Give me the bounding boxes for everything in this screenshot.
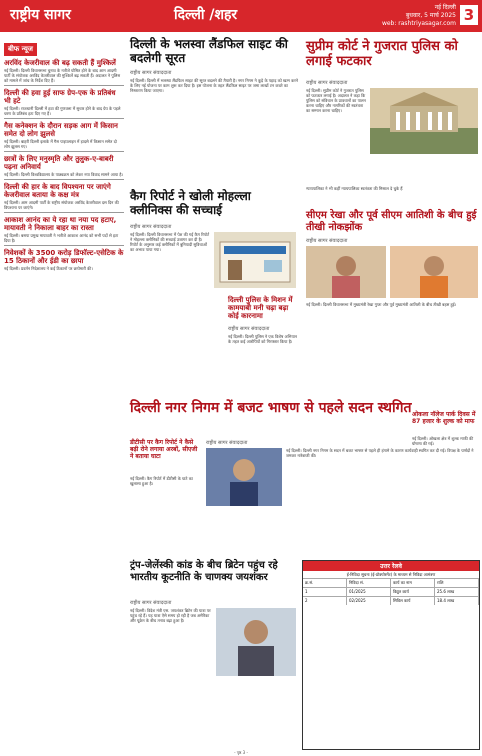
ad-cell: विद्युत कार्य bbox=[391, 588, 435, 596]
landfill-headline: दिल्ली के भलस्वा लैंडफिल साइट की बदलेगी सूरत bbox=[130, 37, 288, 65]
date: बुधवार, 5 मार्च 2025 bbox=[405, 12, 456, 19]
brief-headline: छात्रों के लिए मनुस्मृति और तुलुक-ए-बाबरी पढ़ना अनिवार्य bbox=[4, 155, 114, 171]
brief-item bbox=[4, 122, 124, 149]
tender-advertisement bbox=[302, 560, 480, 750]
paper-name: राष्ट्रीय सागर bbox=[10, 7, 71, 23]
atishi-byline: राष्ट्रीय सागर संवाददाता bbox=[306, 238, 348, 244]
supreme-court-photo bbox=[370, 88, 478, 154]
divider bbox=[4, 151, 124, 152]
police-body: नई दिल्ली। दिल्ली पुलिस ने एक विशेष अभियान के तहत कई आरोपियों को गिरफ्तार किया है। bbox=[228, 334, 298, 344]
clinic-photo bbox=[214, 232, 296, 288]
rekha-photo bbox=[390, 246, 478, 298]
police-byline: राष्ट्रीय सागर संवाददाता bbox=[228, 326, 270, 332]
mcd-photo bbox=[206, 448, 282, 506]
brief-item bbox=[4, 89, 124, 116]
ad-cell: 25.6 लाख bbox=[435, 588, 479, 596]
brief-headline: आकाश आनंद का ये रहा था नया पद हटाए, मायावती ने निकाला बाहर का रास्ता bbox=[4, 216, 117, 232]
page-footer: - पृष्ठ 3 - bbox=[234, 750, 248, 755]
sc-headline: सुप्रीम कोर्ट ने गुजरात पुलिस को लगाई फटकार bbox=[306, 39, 458, 69]
okhla-body: नई दिल्ली। ओखला क्षेत्र में शुल्क माफी की घोषणा की गई। bbox=[412, 436, 474, 446]
trump-body: नई दिल्ली। विदेश मंत्री एस. जयशंकर ब्रिटेन की यात्रा पर पहुंच रहे हैं। यह यात्रा ऐसे समय हो रही है जब अमेरिका और यूक्रेन के बीच तनाव बढ़ा हुआ है। bbox=[130, 608, 211, 623]
ad-row bbox=[303, 596, 479, 605]
brief-body: नई दिल्ली। दिल्ली विधानसभा चुनाव के नतीजे घोषित होने के बाद आम आदमी पार्टी के संयोजक अरविंद केजरीवाल की मुश्किलें बढ़ सकती हैं। अदालत ने पुलिस को मामले में जांच के निर्देश दिए हैं। bbox=[4, 68, 121, 83]
brief-headline: दिल्ली की हवा हुई साफ ग्रेप-एक के प्रतिबंध भी हटे bbox=[4, 89, 116, 105]
portrait-illustration bbox=[306, 246, 386, 298]
trump-byline: राष्ट्रीय सागर संवाददाता bbox=[130, 600, 172, 606]
ad-row bbox=[303, 587, 479, 596]
trump-headline: ट्रंप-जेलेंस्की कांड के बीच ब्रिटेन पहुंच रहे भारतीय कूटनीति के चाणक्य जयशंकर bbox=[130, 560, 278, 583]
ad-cell: 02/2025 bbox=[347, 597, 391, 605]
ad-row bbox=[303, 578, 479, 587]
atishi-headline: सीएम रेखा और पूर्व सीएम आतिशी के बीच हुई तीखी नोकझोंक bbox=[306, 210, 477, 233]
portrait-illustration bbox=[216, 608, 296, 676]
brief-item bbox=[4, 183, 124, 210]
brief-headline: दिल्ली की हार के बाद विपश्यना पर जाएंगे केजरीवाल बताया के कक्ष मंत्र bbox=[4, 183, 111, 199]
briefs-column bbox=[4, 36, 124, 748]
divider bbox=[4, 85, 124, 86]
brief-headline: अरविंद केजरीवाल की बढ़ सकती हैं मुश्किलें bbox=[4, 59, 116, 67]
cag-headline: कैग रिपोर्ट ने खोली मोहल्ला क्लीनिक्स की सच्चाई bbox=[130, 189, 251, 217]
mcd-byline: राष्ट्रीय सागर संवाददाता bbox=[206, 440, 248, 446]
cag-byline: राष्ट्रीय सागर संवाददाता bbox=[130, 224, 172, 230]
okhla-headline: ओकला नॉलेज पार्क दिवस में 87 हजार के शुल्क को माफ bbox=[412, 411, 476, 425]
section-name: दिल्ली /शहर bbox=[174, 7, 238, 23]
ad-cell: राशि bbox=[435, 579, 479, 587]
atishi-body: नई दिल्ली। दिल्ली विधानसभा में मुख्यमंत्री रेखा गुप्ता और पूर्व मुख्यमंत्री आतिशी के बीच तीखी बहस हुई। bbox=[306, 302, 457, 307]
ad-cell: 1 bbox=[303, 588, 347, 596]
brief-body: नई दिल्ली। प्रवर्तन निदेशालय ने कई ठिकानों पर छापेमारी की। bbox=[4, 266, 93, 271]
brief-headline: गैस कनेक्शन के दौरान सड़क आग में किसान समेत दो लोग झुलसे bbox=[4, 122, 118, 138]
jaishankar-photo bbox=[216, 608, 296, 676]
brief-body: नई दिल्ली। राजधानी दिल्ली में हवा की गुणवत्ता में सुधार होने के बाद ग्रेप के पहले चरण के प्रतिबंध हटा दिए गए हैं। bbox=[4, 106, 121, 116]
sc-body: नई दिल्ली। सुप्रीम कोर्ट ने गुजरात पुलिस को फटकार लगाई है। अदालत ने कहा कि पुलिस को संविधान के प्रावधानों का पालन करना चाहिए और नागरिकों की स्वतंत्रता का सम्मान करना चाहिए। bbox=[306, 88, 366, 113]
police-headline: दिल्ली पुलिस के मिशन में कामयाबी मनी चढ़ा बढ़ा कोई कारनामा bbox=[228, 296, 293, 321]
brief-item bbox=[4, 155, 124, 177]
ad-cell: 18.4 लाख bbox=[435, 597, 479, 605]
ad-cell: सिविल कार्य bbox=[391, 597, 435, 605]
brief-body: नई दिल्ली। बसपा प्रमुख मायावती ने भतीजे आकाश आनंद को सभी पदों से हटा दिया है। bbox=[4, 233, 119, 243]
ad-cell: क्र.सं. bbox=[303, 579, 347, 587]
sc-byline: राष्ट्रीय सागर संवाददाता bbox=[306, 80, 348, 86]
cag-body: नई दिल्ली। दिल्ली विधानसभा में पेश की गई कैग रिपोर्ट ने मोहल्ला क्लीनिकों की सच्चाई उजागर कर दी है। रिपोर्ट के अनुसार कई क्लीनिकों में बुनियादी सुविधाओं का अभाव पाया गया। bbox=[130, 232, 210, 252]
ad-cell: 01/2025 bbox=[347, 588, 391, 596]
divider bbox=[4, 245, 124, 246]
ad-subtitle: ई-निविदा सूचना (ई-प्रोक्योरमेंट) के माध्यम से निविदा आमंत्रण bbox=[346, 572, 436, 577]
divider bbox=[4, 179, 124, 180]
building-illustration bbox=[370, 88, 478, 154]
dtc-body: नई दिल्ली। कैग रिपोर्ट में डीटीसी के घाटे का खुलासा हुआ है। bbox=[130, 476, 193, 486]
brief-headline: निवेशकों के 3500 करोड़ डिफॉल्ट-एसेटिक के 15 ठिकानों और ईडी का छापा bbox=[4, 249, 124, 265]
city: नई दिल्ली bbox=[434, 4, 456, 11]
masthead bbox=[0, 0, 482, 32]
brief-item bbox=[4, 59, 124, 83]
ad-cell: 2 bbox=[303, 597, 347, 605]
brief-body: नई दिल्ली। दिल्ली विश्वविद्यालय के पाठ्यक्रम को लेकर नया विवाद सामने आया है। bbox=[4, 172, 123, 177]
clinic-illustration bbox=[214, 232, 296, 288]
sc-caption: न्यायपालिका ने भी कहीं न्यायपालिका स्वतंत्रता की मिसाल दे चुके हैं bbox=[306, 186, 403, 191]
briefs-label: बीफ न्यूज bbox=[4, 43, 37, 56]
mcd-headline: दिल्ली नगर निगम में बजट भाषण से पहले सदन स्थगित bbox=[130, 400, 412, 416]
date-box bbox=[382, 4, 456, 28]
portrait-illustration bbox=[206, 448, 282, 506]
landfill-body: नई दिल्ली। दिल्ली में भलस्वा लैंडफिल साइट की सूरत बदलने की तैयारी है। नगर निगम ने कूड़े के पहाड़ को खत्म करने के लिए नई योजना पर काम शुरू कर दिया है। इस योजना के तहत लैंडफिल साइट पर जमा लाखों टन कचरे का निस्तारण किया जाएगा। bbox=[130, 78, 298, 93]
mcd-body: नई दिल्ली। दिल्ली नगर निगम के सदन में बजट भाषण से पहले ही हंगामे के कारण कार्यवाही स्थगित कर दी गई। विपक्ष के पार्षदों ने जमकर नारेबाजी की। bbox=[286, 448, 474, 458]
divider bbox=[4, 118, 124, 119]
atishi-photo bbox=[306, 246, 386, 298]
page-number: 3 bbox=[460, 5, 478, 25]
portrait-illustration bbox=[390, 246, 478, 298]
brief-item bbox=[4, 249, 124, 271]
landfill-byline: राष्ट्रीय सागर संवाददाता bbox=[130, 70, 172, 76]
brief-item bbox=[4, 216, 124, 243]
divider bbox=[4, 212, 124, 213]
brief-body: नई दिल्ली। बाहरी दिल्ली इलाके में गैस पाइपलाइन में हादसे में किसान समेत दो लोग झुलस गए। bbox=[4, 139, 117, 149]
dtc-headline: डीटीसी पर कैग रिपोर्ट ने कैसे बढ़ी रोने लगाया अरबों, सीएजी ने बताया घाटा bbox=[130, 439, 198, 460]
ad-title: उत्तर रेलवे bbox=[303, 561, 479, 571]
ad-cell: कार्य का नाम bbox=[391, 579, 435, 587]
website: web: rashtriyasagar.com bbox=[381, 20, 456, 27]
ad-cell: निविदा सं. bbox=[347, 579, 391, 587]
brief-body: नई दिल्ली। आम आदमी पार्टी के राष्ट्रीय संयोजक अरविंद केजरीवाल दस दिन की विपश्यना पर जाएंगे। bbox=[4, 200, 119, 210]
